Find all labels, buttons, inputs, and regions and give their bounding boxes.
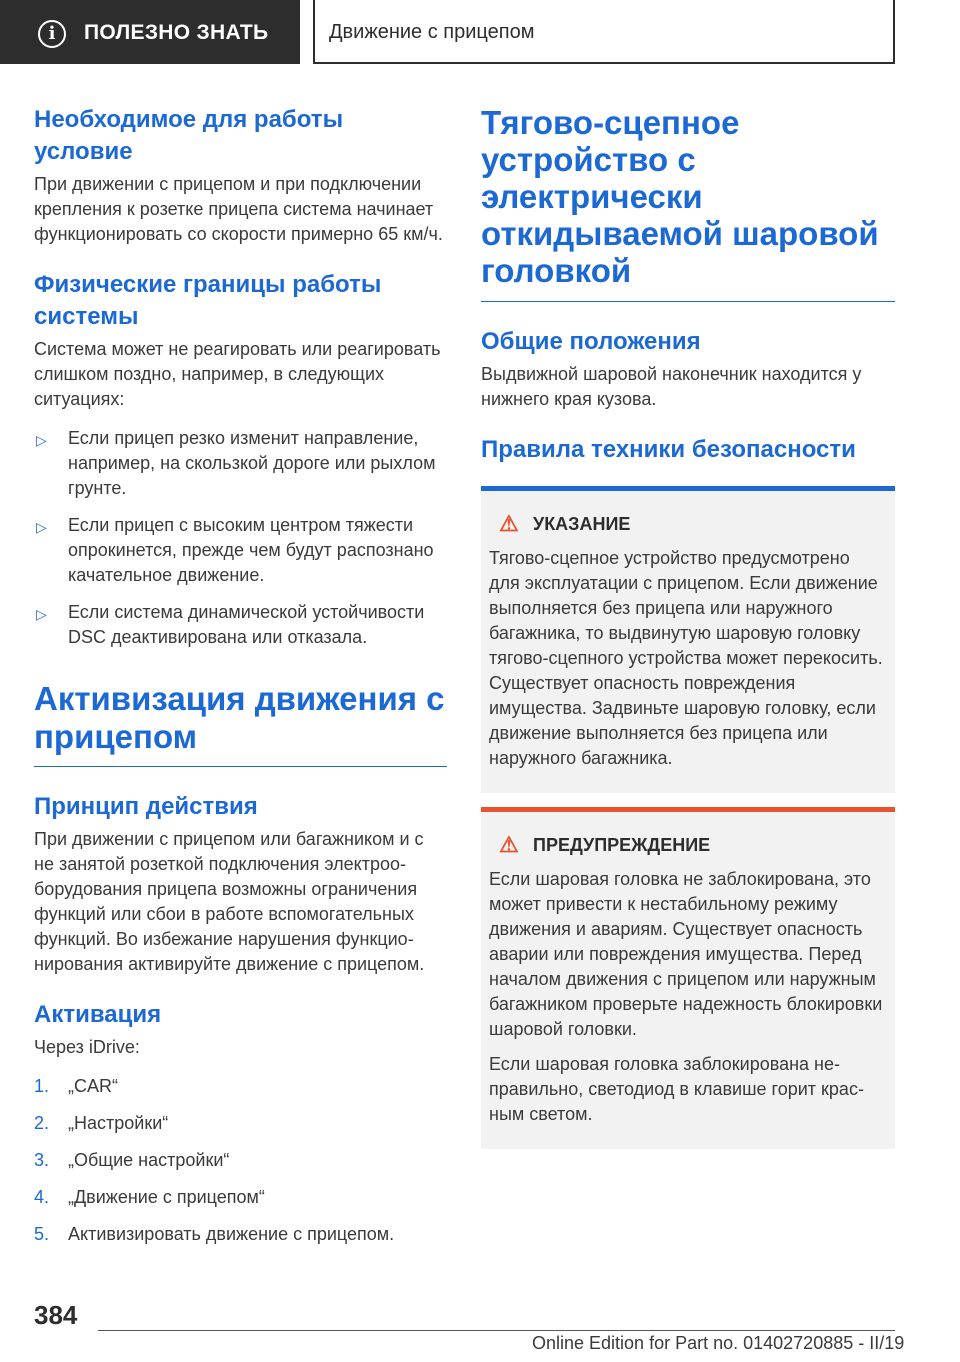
warning-bar (481, 807, 895, 812)
footer-divider (98, 1330, 895, 1331)
heading-limits: Физические границы работы системы (34, 271, 382, 330)
heading-requirement: Необходимое для работы условие (34, 106, 344, 165)
triangle-bullet-icon: ▷ (36, 519, 47, 535)
right-column (481, 104, 895, 1163)
heading-principle: Принцип действия (34, 793, 258, 820)
list-item: 4. „Движение с прицепом“ (34, 1187, 265, 1207)
info-icon: i (38, 20, 66, 48)
heading-tow-hitch: Тягово-сцепное устройство с электрически откидываемой шаровой головкой (481, 104, 895, 302)
header-section-label: ПОЛЕЗНО ЗНАТЬ (84, 21, 269, 44)
list-item: ▷ Если система динамической устойчивости DSC деактивирована или отказала. (36, 602, 425, 647)
notice-bar (481, 486, 895, 491)
heading-activation: Активация (34, 1001, 162, 1028)
text-general: Выдвижной шаровой наконечник находится у нижнего края кузова. (481, 364, 862, 409)
warning-title: ПРЕДУПРЕЖДЕНИЕ (533, 835, 711, 855)
notice-box (481, 486, 895, 793)
left-column (34, 104, 447, 1259)
text-limits: Система может не реагировать или реагировать слишком поздно, например, в следующих ситуациях: (34, 339, 441, 409)
header-chapter-box (313, 0, 895, 64)
page-number: 384 (34, 1300, 78, 1330)
notice-text: Тягово-сцепное устройство предусмотрено для эксплуатации с прицепом. Если движение выполняется без прицепа или наружного багажника, то выдвинутую шаровую головку тягово-сцепного устройства может перекосить. Существует опасность повреждения имущества. Задвиньте шаровую головку, если движение выполняется без прицепа или наружного багажника. (489, 548, 883, 768)
list-item: 3. „Общие настройки“ (34, 1150, 230, 1170)
warning-box (481, 807, 895, 1149)
warning-triangle-icon: ⚠ (499, 832, 519, 857)
warning-text-2: Если шаровая головка заблокирована неправильно, светодиод в клавише горит красным светом. (489, 1054, 864, 1124)
heading-safety: Правила техники безопасности (481, 436, 856, 463)
triangle-bullet-icon: ▷ (36, 432, 47, 448)
notice-title: УКАЗАНИЕ (533, 514, 631, 534)
list-item: ▷ Если прицеп резко изменит направление, например, на скользкой дороге или рыхлом грунте. (36, 428, 436, 498)
header-chapter-title: Движение с прицепом (329, 21, 535, 43)
heading-general: Общие положения (481, 328, 701, 355)
list-item: ▷ Если прицеп с высоким центром тяжести опрокинется, прежде чем будут распознано качательное движение. (36, 515, 434, 585)
text-activation: Через iDrive: (34, 1037, 140, 1057)
warning-triangle-icon: ⚠ (499, 511, 519, 536)
header-section-tab (0, 0, 300, 64)
triangle-bullet-icon: ▷ (36, 606, 47, 622)
footer-edition: Online Edition for Part no. 01402720885 - II/19 (532, 1333, 905, 1353)
heading-activation-trailer: Активизация движения с прицепом (34, 680, 447, 767)
list-item: 5. Активизировать движение с прицепом. (34, 1224, 395, 1244)
text-principle: При движении с прицепом или багажником и с не занятой розеткой подключения электрооборудования прицепа возможны ограничения функций или сбои в работе вспомогательных функций. Во избежание нарушения функционирования активируйте движение с прицепом. (34, 829, 425, 974)
warning-text-1: Если шаровая головка не заблокирована, это может привести к нестабильному режиму движения и авариям. Существует опасность аварии или повреждения имущества. Перед началом движения с прицепом или наружным багажником проверьте надежность блокировки шаровой головки. (489, 869, 883, 1039)
list-item: 1. „CAR“ (34, 1076, 118, 1096)
text-requirement: При движении с прицепом и при подключении крепления к розетке прицепа система начинает функционировать со скорости примерно 65 км/ч. (34, 174, 443, 244)
list-item: 2. „Настройки“ (34, 1113, 169, 1133)
